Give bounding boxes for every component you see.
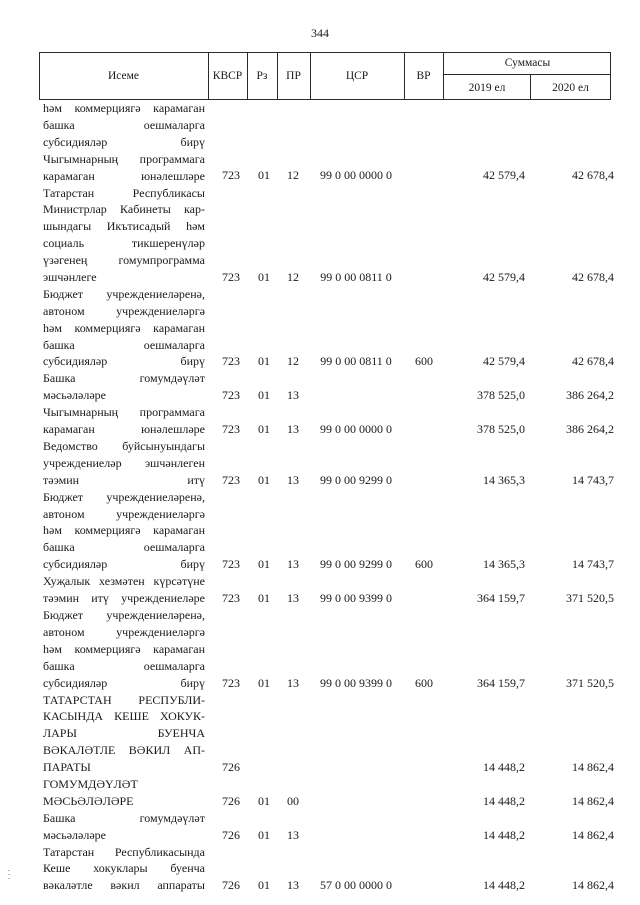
cell-s2019: 42 579,4 xyxy=(483,354,525,369)
cell-kvsr: 726 xyxy=(222,793,240,808)
cell-kvsr: 726 xyxy=(222,878,240,893)
cell-s2020: 14 862,4 xyxy=(572,827,614,842)
header-vr: ВР xyxy=(416,70,431,82)
cell-s2020: 14 862,4 xyxy=(572,878,614,893)
cell-pr: 12 xyxy=(287,168,299,183)
cell-s2019: 14 448,2 xyxy=(483,760,525,774)
table-row xyxy=(0,438,640,489)
cell-kvsr: 723 xyxy=(222,388,240,403)
cell-rz: 01 xyxy=(258,388,270,403)
cell-s2020: 14 743,7 xyxy=(572,557,614,572)
cell-kvsr: 723 xyxy=(222,269,240,284)
cell-pr: 13 xyxy=(287,675,299,690)
cell-kvsr: 723 xyxy=(222,421,240,436)
row-name-line: субсидияләр бирү xyxy=(43,134,205,149)
cell-pr: 13 xyxy=(287,388,299,403)
cell-rz: 01 xyxy=(258,472,270,487)
row-name-line: башка оешмаларга xyxy=(43,117,205,132)
header-pr: ПР xyxy=(286,70,301,82)
row-name-line: башка оешмаларга xyxy=(43,337,205,352)
header-sums: Суммасы xyxy=(504,57,551,69)
row-name-line: Татарстан Республикасы xyxy=(43,185,205,200)
table-row xyxy=(0,151,640,185)
cell-rz: 01 xyxy=(258,168,270,183)
cell-s2019: 14 448,2 xyxy=(483,793,525,808)
row-name xyxy=(43,151,205,185)
cell-csr: 99 0 00 0000 0 xyxy=(320,421,392,436)
cell-kvsr: 723 xyxy=(222,472,240,487)
cell-s2020: 386 264,2 xyxy=(566,388,614,403)
cell-s2019: 42 579,4 xyxy=(483,168,525,183)
table-row xyxy=(0,370,640,404)
header-kvsr: КВСР xyxy=(212,70,243,82)
table-row xyxy=(0,607,640,692)
cell-rz: 01 xyxy=(258,269,270,284)
cell-rz: 01 xyxy=(258,793,270,808)
row-name-line: Башка гомумдәүләт xyxy=(43,810,205,825)
header-csr: ЦСР xyxy=(345,70,369,82)
cell-s2020: 386 264,2 xyxy=(566,421,614,436)
row-name-line: карамаган юнәлешләре xyxy=(43,422,205,437)
cell-csr: 99 0 00 0811 0 xyxy=(320,354,392,369)
row-name-line: КАСЫНДА КЕШЕ ХОКУК- xyxy=(43,709,205,724)
cell-csr: 99 0 00 0000 0 xyxy=(320,168,392,183)
cell-pr: 12 xyxy=(287,354,299,369)
row-name xyxy=(43,692,205,776)
cell-kvsr: 723 xyxy=(222,354,240,369)
row-name-line: башка оешмаларга xyxy=(43,658,205,673)
row-name-line: автоном учреждениеләргә xyxy=(43,506,205,521)
cell-s2019: 14 448,2 xyxy=(483,827,525,842)
row-name-line: һәм коммерциягә карамаган xyxy=(43,101,205,115)
row-name-line: үзәгенең гомумпрограмма xyxy=(43,253,205,268)
row-name-line: шындагы Икътисадый һәм xyxy=(43,219,205,234)
table-row xyxy=(0,844,640,895)
cell-rz: 01 xyxy=(258,557,270,572)
row-name-line: ТАТАРСТАН РЕСПУБЛИ- xyxy=(43,692,205,707)
row-name-line: һәм коммерциягә карамаган xyxy=(43,320,205,335)
cell-s2020: 42 678,4 xyxy=(572,168,614,183)
row-name-line: автоном учреждениеләргә xyxy=(43,624,205,639)
cell-s2019: 378 525,0 xyxy=(477,421,525,436)
row-name-line: Кеше хокуклары буенча xyxy=(43,861,205,876)
row-name-line: автоном учреждениеләргә xyxy=(43,303,205,318)
table-row xyxy=(0,404,640,438)
row-name xyxy=(43,810,205,844)
row-name-line: МӘСЬӘЛӘЛӘРЕ xyxy=(43,793,134,808)
row-name-line: Хуҗалык хезмәтен күрсәтүне xyxy=(43,574,205,589)
cell-kvsr: 723 xyxy=(222,675,240,690)
cell-vr: 600 xyxy=(415,675,433,690)
cell-pr: 12 xyxy=(287,269,299,284)
row-name-line: ВӘКАЛӘТЛЕ ВӘКИЛ АП- xyxy=(43,743,205,758)
cell-kvsr: 726 xyxy=(222,827,240,842)
cell-pr: 13 xyxy=(287,472,299,487)
header-year-2019: 2019 ел xyxy=(468,82,506,94)
row-name xyxy=(43,776,205,810)
cell-s2019: 14 448,2 xyxy=(483,878,525,893)
table-row xyxy=(0,489,640,574)
cell-s2019: 14 365,3 xyxy=(483,557,525,572)
row-name-line: Бюджет учреждениеләренә, xyxy=(43,489,205,504)
cell-csr: 99 0 00 9399 0 xyxy=(320,590,392,605)
row-name-line: субсидияләр бирү xyxy=(43,557,205,572)
table-row xyxy=(0,573,640,607)
cell-s2019: 378 525,0 xyxy=(477,388,525,403)
row-name-line: һәм коммерциягә карамаган xyxy=(43,523,205,538)
table-row xyxy=(0,776,640,810)
cell-s2019: 14 365,3 xyxy=(483,472,525,487)
row-name-line: тәэмин итү учреждениеләре xyxy=(43,591,205,606)
cell-pr: 00 xyxy=(287,793,299,808)
row-name-line: башка оешмаларга xyxy=(43,540,205,555)
row-name-line: Бюджет учреждениеләренә, xyxy=(43,286,205,301)
row-name-line: Чыгымнарның программага xyxy=(43,151,205,166)
cell-pr: 13 xyxy=(287,421,299,436)
cell-s2020: 42 678,4 xyxy=(572,269,614,284)
row-name-line: Министрлар Кабинеты кар- xyxy=(43,202,205,217)
cell-s2019: 364 159,7 xyxy=(477,590,525,605)
row-name xyxy=(43,185,205,286)
cell-pr: 13 xyxy=(287,590,299,605)
cell-csr: 99 0 00 9299 0 xyxy=(320,472,392,487)
cell-s2020: 14 862,4 xyxy=(572,760,614,774)
row-name-line: Татарстан Республикасында xyxy=(43,844,205,859)
cell-s2020: 371 520,5 xyxy=(566,590,614,605)
cell-s2020: 42 678,4 xyxy=(572,354,614,369)
cell-rz: 01 xyxy=(258,354,270,369)
row-name-line: Бюджет учреждениеләренә, xyxy=(43,608,205,622)
cell-s2019: 364 159,7 xyxy=(477,675,525,690)
row-name-line: эшчәнлеге xyxy=(43,269,97,284)
row-name-line: ПАРАТЫ xyxy=(43,760,91,775)
row-name xyxy=(43,370,205,404)
table-row xyxy=(0,810,640,844)
row-name-line: Ведомство буйсынуындагы xyxy=(43,439,205,453)
cell-rz: 01 xyxy=(258,878,270,893)
cell-s2020: 371 520,5 xyxy=(566,675,614,690)
row-name xyxy=(43,573,205,607)
row-name-line: субсидияләр бирү xyxy=(43,675,205,690)
row-name-line: һәм коммерциягә карамаган xyxy=(43,641,205,656)
row-name-line: Чыгымнарның программага xyxy=(43,405,205,420)
cell-s2019: 42 579,4 xyxy=(483,269,525,284)
page-number: 344 xyxy=(311,26,329,40)
row-name xyxy=(43,489,205,573)
cell-kvsr: 723 xyxy=(222,590,240,605)
header-name: Исеме xyxy=(107,70,140,82)
cell-pr: 13 xyxy=(287,827,299,842)
row-name-line: ЛАРЫ БУЕНЧА xyxy=(43,726,205,741)
cell-csr: 57 0 00 0000 0 xyxy=(320,878,392,893)
row-name xyxy=(43,438,205,489)
cell-pr: 13 xyxy=(287,557,299,572)
row-name xyxy=(43,100,205,151)
cell-kvsr: 723 xyxy=(222,557,240,572)
cell-rz: 01 xyxy=(258,590,270,605)
row-name xyxy=(43,607,205,691)
row-name-line: учреждениеләр эшчәнлеген xyxy=(43,455,205,470)
cell-s2020: 14 862,4 xyxy=(572,793,614,808)
table-row xyxy=(0,692,640,777)
table-header xyxy=(39,52,611,100)
row-name-line: Башка гомумдәүләт xyxy=(43,371,205,386)
row-name-line: карамаган юнәлешләре xyxy=(43,168,205,183)
cell-vr: 600 xyxy=(415,354,433,369)
cell-vr: 600 xyxy=(415,557,433,572)
cell-s2020: 14 743,7 xyxy=(572,472,614,487)
cell-pr: 13 xyxy=(287,878,299,893)
cell-rz: 01 xyxy=(258,827,270,842)
table-row xyxy=(0,185,640,286)
row-name-line: субсидияләр бирү xyxy=(43,354,205,369)
cell-rz: 01 xyxy=(258,675,270,690)
cell-csr: 99 0 00 9399 0 xyxy=(320,675,392,690)
row-name-line: мәсьәләләре xyxy=(43,388,106,403)
row-name-line: мәсьәләләре xyxy=(43,827,106,842)
header-rz: Рз xyxy=(256,70,268,82)
cell-rz: 01 xyxy=(258,421,270,436)
cell-csr: 99 0 00 9299 0 xyxy=(320,557,392,572)
cell-kvsr: 726 xyxy=(222,760,240,774)
table-row xyxy=(0,100,640,151)
table-row xyxy=(0,286,640,371)
row-name xyxy=(43,404,205,438)
row-name-line: социаль тикшеренүләр xyxy=(43,236,205,251)
header-year-2020: 2020 ел xyxy=(552,82,589,94)
cell-kvsr: 723 xyxy=(222,168,240,183)
row-name xyxy=(43,286,205,370)
row-name-line: тәэмин итү xyxy=(43,472,205,487)
row-name-line: ГОМУМДӘҮЛӘТ xyxy=(43,777,138,791)
row-name-line: вәкаләтле вәкил аппараты xyxy=(43,878,205,893)
row-name xyxy=(43,844,205,895)
cell-csr: 99 0 00 0811 0 xyxy=(320,269,392,284)
